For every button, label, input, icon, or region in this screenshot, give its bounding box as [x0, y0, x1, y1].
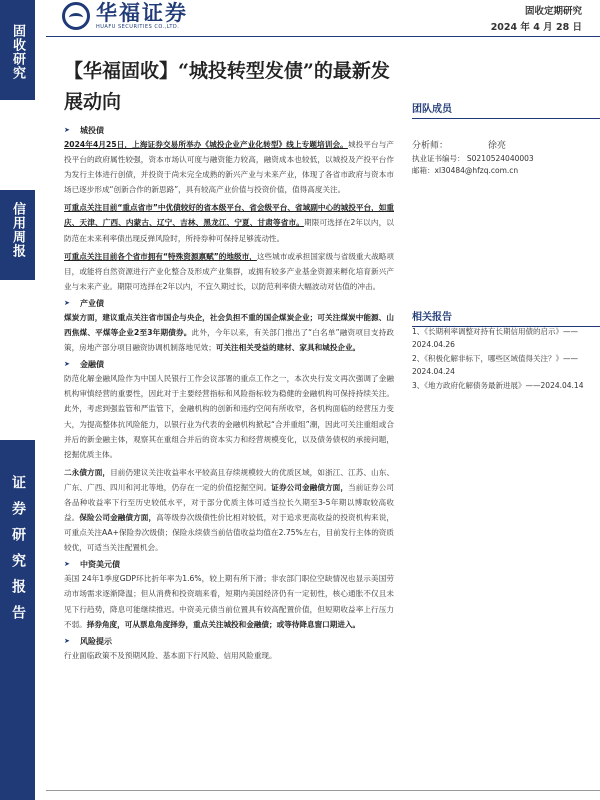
paragraph	[64, 571, 394, 631]
body-text: 此外，今年以来，有关部门推出了“白名单”融资项目支持政策，房地产部分项目融资协调机制落地见效；	[64, 328, 394, 353]
section-heading-urban-bond: ➤ 城投债	[64, 124, 394, 137]
related-heading: 相关报告	[412, 308, 600, 327]
body-text: 目前仍建议关注收益率水平较高且存续规模较大的优质区域，如浙江、江苏、山东、广东、广西、四川和河北等地，仍存在一定的价值挖掘空间。	[64, 467, 394, 492]
body-text: 高等级券次级债性价比相对较低，对于追求更高收益的投资机构来说，可重点关注AA+保险券次级债；保险永续债当前估值收益均值在2.75%左右，目前发行主体的资质较优，可适当关注配置机会。	[64, 513, 395, 553]
analyst-info	[412, 140, 600, 177]
logo-text-cn: 华福证券	[96, 1, 188, 25]
highlight-text: 择券角度，可从票息角度择券，重点关注城投和金融债；或等待降息窗口期进入。	[86, 619, 361, 629]
analyst-label: 分析师：	[412, 141, 449, 151]
related-report-item[interactable]: 2、《积极化解非标下，哪些区域值得关注？》——2024.04.24	[412, 354, 579, 376]
paragraph	[64, 200, 394, 245]
related-report-item[interactable]: 3、《地方政府化解债务最新进展》——2024.04.14	[412, 381, 584, 390]
report-type: 固收定期研究	[524, 6, 582, 17]
paragraph	[64, 310, 394, 355]
section-heading-financial-bond: ➤ 金融债	[64, 358, 394, 371]
paragraph	[64, 465, 394, 556]
paragraph: 防范化解金融风险作为中国人民银行工作会议部署的重点工作之一，本次央行发文再次强调了金融机构审慎经营的重要性，因此对于主要经营指标和风险指标较为稳健的金融机构可保持持续关注。此外，考虑到强监管和严监管下，金融机构的创新和违约空间有所收窄，各机构面临的经营压力变大，为提高整体抗风险能力，以银行业为代表的金融机构掀起“合并重组”潮，因此可关注重组或合并后的新金融主体，观察其在重组合并后的资本实力和经营规模变化，以及债务债权的承接问题，挖掘优质主体。	[64, 374, 394, 459]
paragraph	[64, 249, 394, 294]
body-text: 这些城市或承担国家级与省级重大战略项目，或能将自然资源进行产业化整合及形成产业集群，或拥有较多产业基金资源来孵化培育新兴产业与未来产业。期限可选择在2年以内，不宜久期过长，以防范利率债大幅波动对估值的冲击。	[64, 251, 395, 291]
related-report-item[interactable]: 1、《长期利率调整对持有长期信用债的启示》——2024.04.26	[412, 327, 579, 349]
section-heading-industrial-bond: ➤ 产业债	[64, 297, 394, 310]
highlight-text: 保险公司金融债方面，	[79, 513, 157, 523]
report-body	[64, 124, 394, 666]
highlight-text: 2024年4月25日，上海证券交易所举办《城投企业产业化转型》线上专题培训会。	[64, 140, 348, 149]
section-heading-usd-bond: ➤ 中资美元债	[64, 558, 394, 571]
sidebar-label-weekly	[0, 190, 35, 280]
analyst-email[interactable]: 邮箱：xl30484@hfzq.com.cn	[412, 166, 519, 175]
logo-mark-icon	[62, 2, 90, 30]
related-section	[412, 308, 600, 327]
highlight-text: 煤炭方面，建议重点关注省市国企与央企，社会负担不重的国企煤炭企业；可关注煤炭中能源、山西焦煤、平煤等企业2至3年期债券。	[64, 312, 394, 338]
body-text: 城投平台与产投平台的政府属性较强，资本市场认可度与融资能力较高，融资成本也较低，以城投及产投平台作为发行主体进行创债，并投资于尚未完全成熟的新兴产业与未来产业，体现了各省市政府与资本市场已逐步形成“创新合作的新思路”，具有较高产业价值与投资价值，值得高度关注。	[64, 140, 395, 195]
report-date: 2024 年 4 月 28 日	[490, 22, 582, 33]
related-reports-list	[412, 326, 600, 395]
body-text: 美国 24年1季度GDP环比折年率为1.6%，较上期有所下滑；非农部门职位空缺情况也显示美国劳动市场需求逐渐降温；但从消费和投资端来看，短期内美国经济仍有一定韧性，核心通胀不仅且未见下行趋势，降息可能继续推迟。中资美元债当前位置具有较高配置价值，但短期收益率上行压力不弱。	[64, 574, 394, 629]
sidebar-text-report: 证券研究报告	[10, 475, 26, 631]
highlight-text: 证券公司金融债方面，	[271, 482, 349, 492]
paragraph	[64, 137, 394, 197]
team-section	[412, 100, 600, 119]
paragraph: 行业面临政策不及预期风险、基本面下行风险、信用风险重现。	[64, 650, 277, 660]
footer-divider	[46, 790, 600, 791]
company-logo	[62, 2, 188, 30]
sidebar-text-research: 固收研究	[10, 24, 25, 80]
highlight-text: 可重点关注目前各个省市拥有“特殊资源禀赋”的地级市，	[64, 251, 257, 261]
body-text: 期限可选择在2年以内，以防范在未来利率债出现反弹风险时，所持券种可保持足够流动性。	[64, 218, 394, 243]
sidebar-label-research	[0, 0, 35, 100]
logo-text-en: HUAFU SECURITIES CO.,LTD.	[96, 24, 180, 30]
page-title: 【华福固收】“城投转型发债”的最新发展动向	[64, 60, 390, 113]
sidebar-text-weekly: 信用周报	[10, 202, 25, 258]
highlight-text: 可重点关注目前“重点省市”中优债较好的省本级平台、省会级平台、省域副中心的城投平台，如重庆、天津、广西、内蒙古、辽宁、吉林、黑龙江、宁夏、甘肃等省市。	[64, 203, 394, 228]
section-heading-risk: ➤ 风险提示	[64, 635, 394, 648]
team-heading: 团队成员	[412, 100, 600, 119]
body-text: 当前证券公司各品种收益率下行至历史较低水平，对于部分优质主体可适当拉长久期至3-5年期以博取较高收益。	[64, 482, 395, 523]
analyst-cert: 执业证书编号： S0210524040003	[412, 154, 534, 163]
analyst-name: 徐亮	[488, 141, 507, 151]
highlight-text: 可关注相关受益的建材、家具和城投企业。	[215, 343, 361, 353]
highlight-text: 二永债方面，	[64, 467, 111, 477]
sidebar-label-report	[0, 440, 35, 800]
header-divider	[46, 36, 600, 37]
header-meta	[491, 4, 582, 36]
